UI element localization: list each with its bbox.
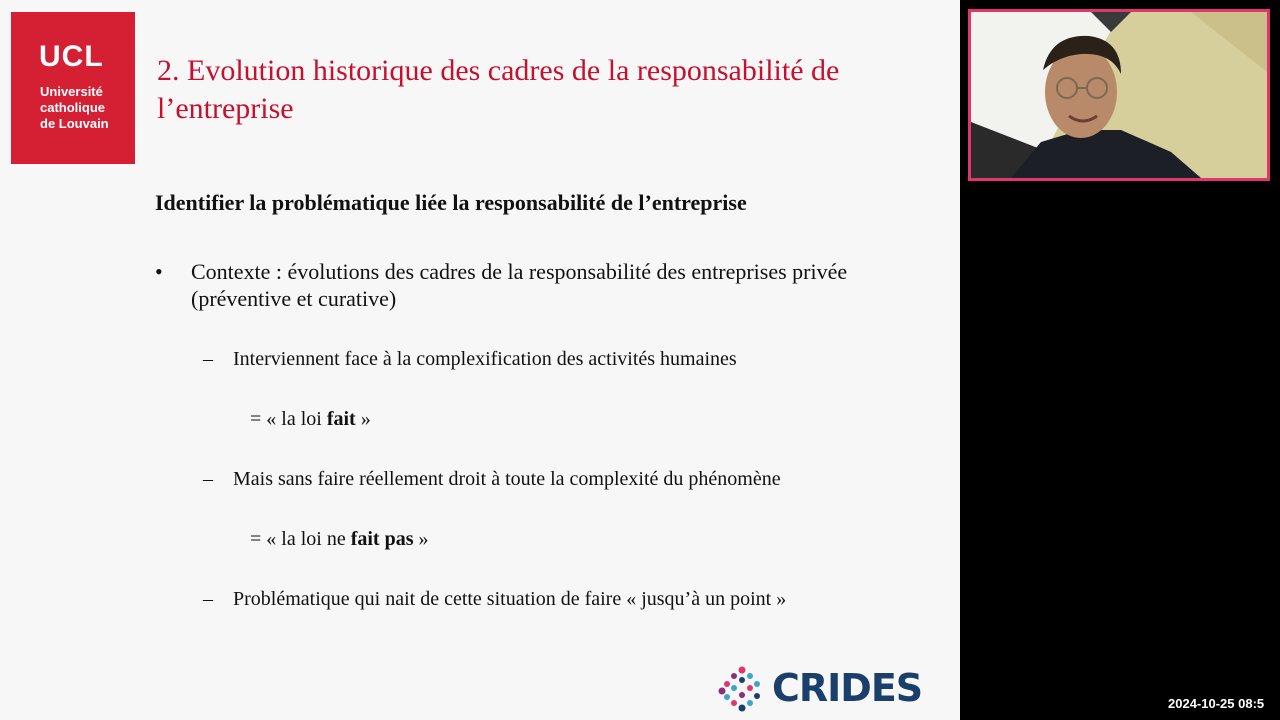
equation-prefix: = « la loi xyxy=(250,408,327,430)
sub-bullet-text: Mais sans faire réellement droit à toute la complexité du phénomène xyxy=(233,468,781,490)
webcam-person-image xyxy=(971,12,1267,178)
crides-logo xyxy=(718,664,923,714)
equation-bold: fait xyxy=(326,408,356,430)
sub-bullet-text: Interviennent face à la complexification des activités humaines xyxy=(233,348,737,370)
dash-marker: – xyxy=(203,588,213,610)
bullet-marker: • xyxy=(155,259,163,284)
equation-prefix: = « la loi ne xyxy=(250,528,351,550)
equation-bold: fait pas xyxy=(350,528,414,550)
equation-line xyxy=(250,406,371,432)
bullet-item xyxy=(155,258,895,312)
equation-suffix: » xyxy=(355,408,371,430)
ucl-logo-line: Université xyxy=(40,84,103,99)
sub-bullet-item xyxy=(203,586,786,612)
sub-bullet-item xyxy=(203,466,781,492)
dash-marker: – xyxy=(203,348,213,370)
webcam-video-feed xyxy=(968,9,1270,181)
ucl-logo xyxy=(11,12,135,164)
dash-marker: – xyxy=(203,468,213,490)
bullet-text: Contexte : évolutions des cadres de la responsabilité des entreprises privée (préventive et curative) xyxy=(191,259,848,311)
crides-logo-text: CRIDES xyxy=(772,666,923,710)
ucl-logo-line: de Louvain xyxy=(40,116,109,131)
recording-timestamp: 2024-10-25 08:5 xyxy=(1168,696,1265,711)
slide-title: 2. Evolution historique des cadres de la responsabilité de l’entreprise xyxy=(157,54,840,125)
ucl-logo-name xyxy=(40,84,109,132)
equation-suffix: » xyxy=(413,528,429,550)
sub-bullet-text: Problématique qui nait de cette situation de faire « jusqu’à un point » xyxy=(233,588,787,610)
ucl-logo-line: catholique xyxy=(40,100,106,115)
ucl-logo-mark: UCL xyxy=(39,40,104,73)
crides-dots-icon xyxy=(718,664,766,712)
sub-bullet-item xyxy=(203,346,737,372)
slide-subtitle: Identifier la problématique liée la responsabilité de l’entreprise xyxy=(155,190,747,215)
equation-line xyxy=(250,526,429,552)
